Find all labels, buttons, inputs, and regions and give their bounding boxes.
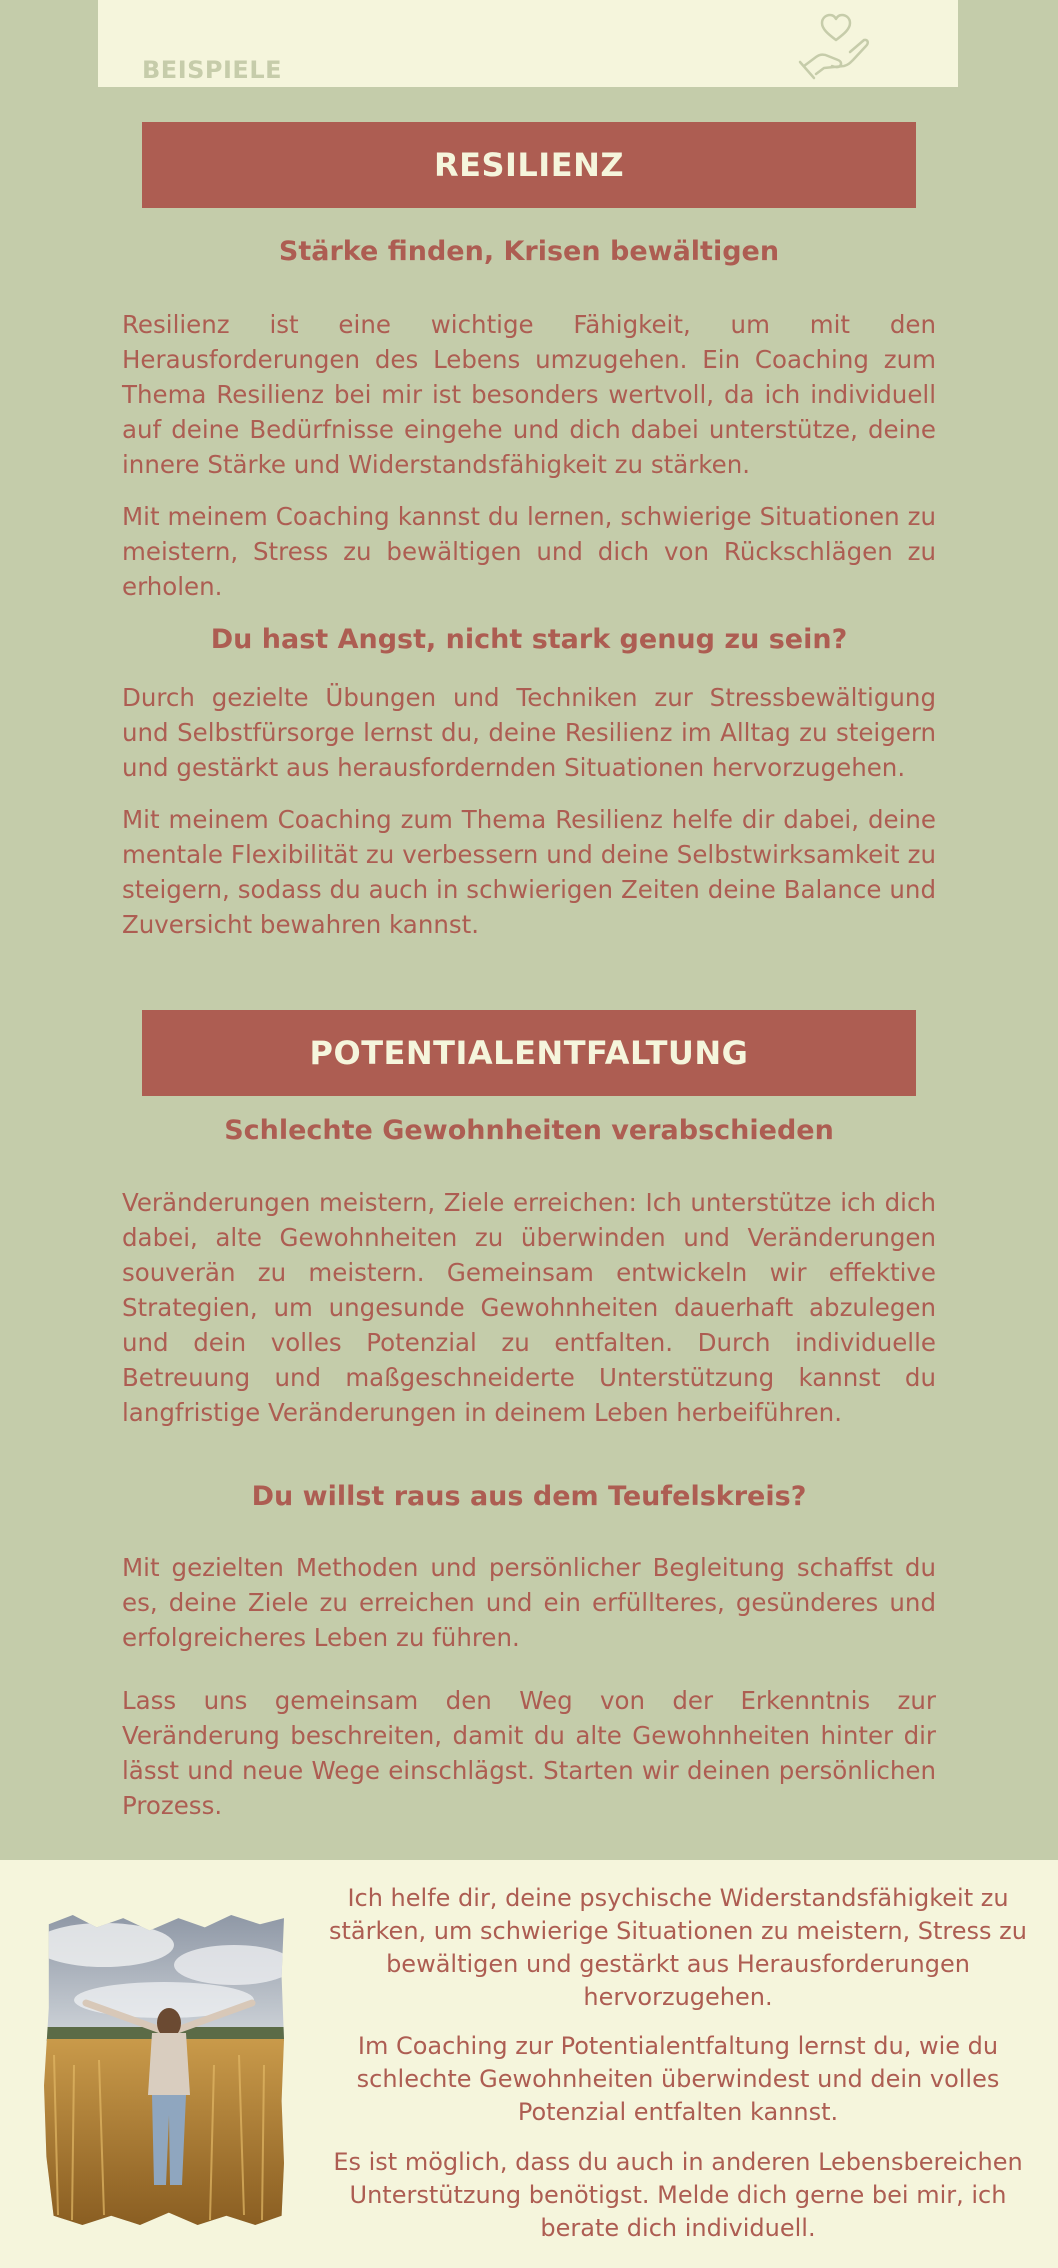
potentialentfaltung-question-heading: Du willst raus aus dem Teufelskreis? — [251, 1481, 807, 1512]
potentialentfaltung-paragraph-2: Mit gezielten Methoden und persönlicher Begleitung schaffst du es, deine Ziele zu erreichen und ein erfüllteres, gesünderes und erfolgreicheres Leben zu führen. — [122, 1553, 936, 1652]
potentialentfaltung-paragraph-1: Veränderungen meistern, Ziele erreichen: Ich unterstütze ich dich dabei, alte Gewohnheiten zu überwinden und Veränderungen souverän zu meistern. Gemeinsam entwickeln wir effektive Strategien, um ungesunde Gewohnheiten dauerhaft abzulegen und dein volles Potenzial zu entfalten. Durch individuelle Betreuung und maßgeschneiderte Unterstützung kannst du langfristige Veränderungen in deinem Leben herbeiführen. — [122, 1188, 936, 1427]
resilienz-paragraph-1: Resilienz ist eine wichtige Fähigkeit, um mit den Herausforderungen des Lebens umzugehen. Ein Coaching zum Thema Resilienz bei mir ist besonders wertvoll, da ich individuell auf deine Bedürfnisse eingehe und dich dabei unterstütze, deine innere Stärke und Widerstandsfähigkeit zu stärken. — [122, 310, 936, 479]
potentialentfaltung-paragraph-3: Lass uns gemeinsam den Weg von der Erkenntnis zur Veränderung beschreiten, damit du alte Gewohnheiten hinter dir lässt und neue Wege einschlägst. Starten wir deinen persönlichen Prozess. — [122, 1686, 936, 1820]
footer-paragraph-1: Ich helfe dir, deine psychische Widerstandsfähigkeit zu stärken, um schwierige Situationen zu meistern, Stress zu bewältigen und gestärkt aus Herausforderungen hervorzugehen. — [329, 1884, 1027, 2011]
potentialentfaltung-subheading: Schlechte Gewohnheiten verabschieden — [224, 1115, 834, 1146]
resilienz-question-heading: Du hast Angst, nicht stark genug zu sein? — [210, 624, 848, 655]
footer-paragraph-2: Im Coaching zur Potentialentfaltung lernst du, wie du schlechte Gewohnheiten überwindest und dein volles Potenzial entfalten kannst. — [356, 2032, 1000, 2126]
resilienz-subheading: Stärke finden, Krisen bewältigen — [278, 236, 780, 267]
resilienz-paragraph-2: Mit meinem Coaching kannst du lernen, schwierige Situationen zu meistern, Stress zu bewältigen und dich von Rückschlägen zu erholen. — [122, 502, 936, 601]
resilienz-banner: RESILIENZ — [142, 122, 916, 208]
potentialentfaltung-banner: POTENTIALENTFALTUNG — [142, 1010, 916, 1096]
resilienz-paragraph-3: Durch gezielte Übungen und Techniken zur Stressbewältigung und Selbstfürsorge lernst du, deine Resilienz im Alltag zu steigern und gestärkt aus herausfordernden Situationen hervorzugehen. — [122, 683, 936, 782]
header-label: BEISPIELE — [142, 56, 283, 84]
heart-hand-icon — [798, 10, 874, 80]
footer-section — [0, 1860, 1058, 2268]
footer-paragraph-3: Es ist möglich, dass du auch in anderen Lebensbereichen Unterstützung benötigst. Melde dich gerne bei mir, ich berate dich individuell. — [333, 2148, 1023, 2242]
woman-in-wheat-field-photo — [44, 1915, 284, 2225]
resilienz-paragraph-4: Mit meinem Coaching zum Thema Resilienz helfe dir dabei, deine mentale Flexibilität zu verbessern und deine Selbstwirksamkeit zu steigern, sodass du auch in schwierigen Zeiten deine Balance und Zuversicht bewahren kannst. — [122, 805, 936, 939]
top-header-bar — [98, 0, 958, 87]
